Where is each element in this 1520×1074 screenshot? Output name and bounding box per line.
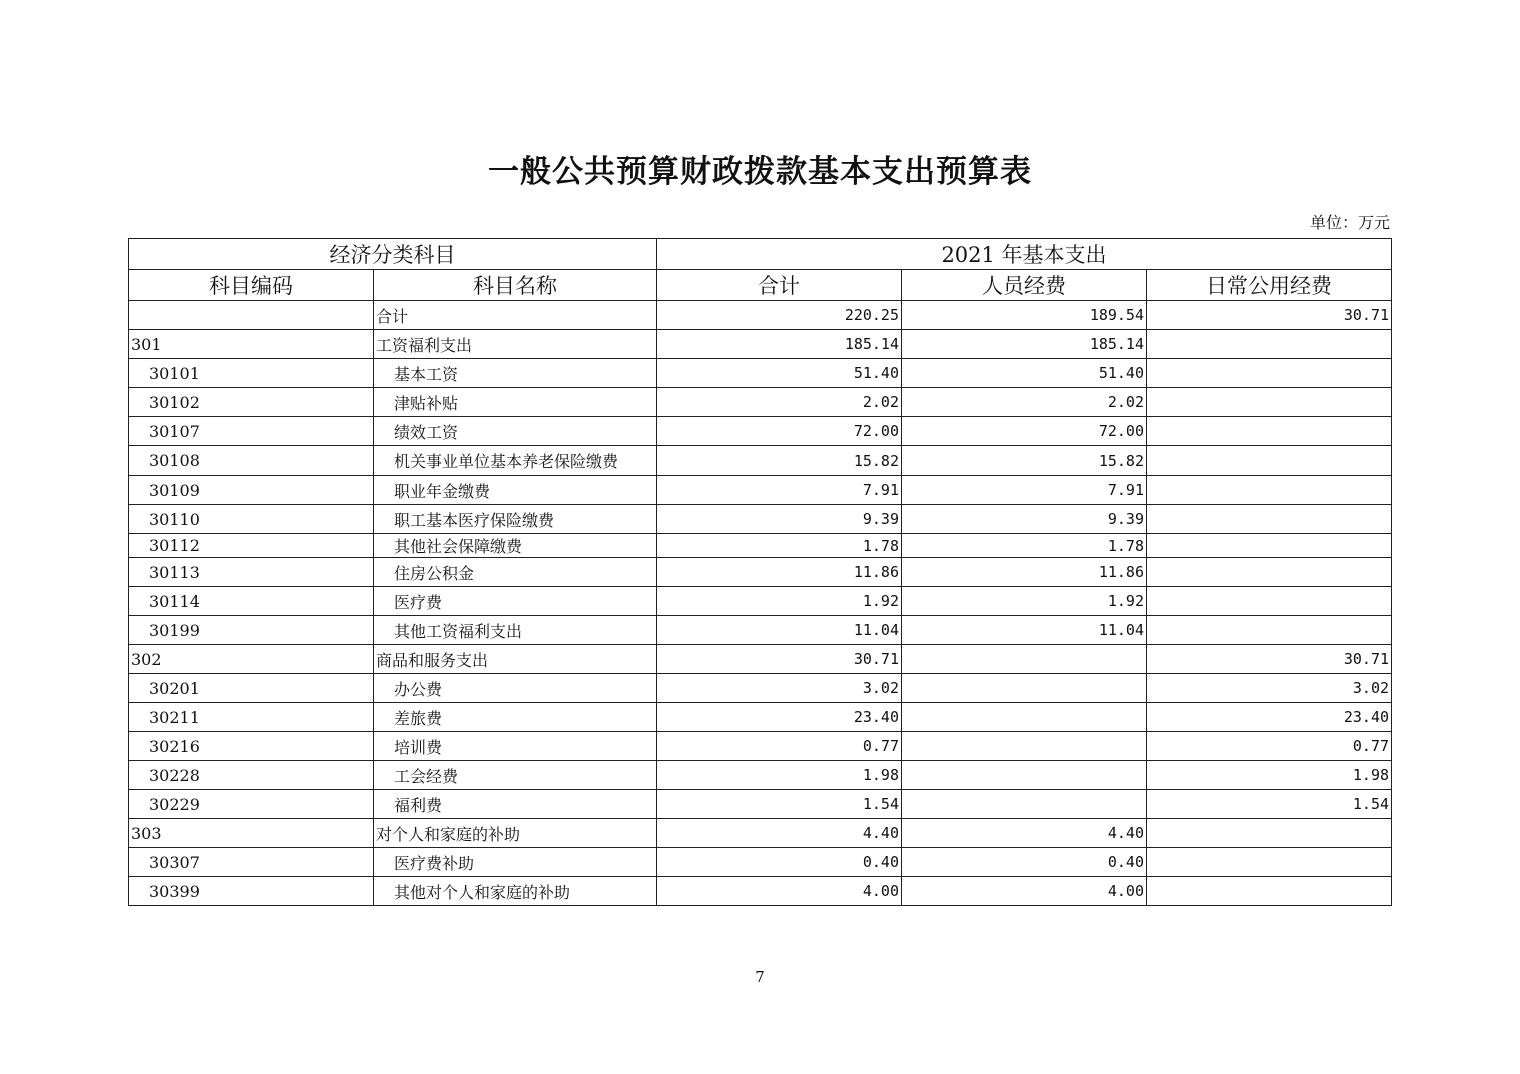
- cell-total: 9.39: [657, 505, 902, 534]
- table-row: [129, 476, 1392, 505]
- cell-public: [1147, 558, 1392, 587]
- cell-personnel: 11.86: [902, 558, 1147, 587]
- cell-code: 30110: [129, 505, 374, 534]
- cell-name: 医疗费补助: [374, 848, 657, 877]
- table-row: [129, 848, 1392, 877]
- cell-personnel: [902, 645, 1147, 674]
- cell-name: 其他对个人和家庭的补助: [374, 877, 657, 906]
- cell-code: 30101: [129, 359, 374, 388]
- cell-name: 医疗费: [374, 587, 657, 616]
- cell-personnel: [902, 790, 1147, 819]
- cell-personnel: 72.00: [902, 417, 1147, 446]
- cell-code: 30199: [129, 616, 374, 645]
- table-row: [129, 790, 1392, 819]
- cell-code: 30307: [129, 848, 374, 877]
- cell-name: 差旅费: [374, 703, 657, 732]
- cell-personnel: 7.91: [902, 476, 1147, 505]
- table-row: [129, 674, 1392, 703]
- cell-public: [1147, 388, 1392, 417]
- cell-total: 1.98: [657, 761, 902, 790]
- cell-code: 30399: [129, 877, 374, 906]
- table-row: [129, 761, 1392, 790]
- cell-public: 23.40: [1147, 703, 1392, 732]
- unit-label: 单位：万元: [1309, 213, 1390, 232]
- table-row: [129, 877, 1392, 906]
- cell-personnel: [902, 732, 1147, 761]
- budget-table: [128, 238, 1392, 906]
- table-row: [129, 587, 1392, 616]
- cell-personnel: 4.00: [902, 877, 1147, 906]
- table-row: [129, 505, 1392, 534]
- cell-name: 其他社会保障缴费: [374, 534, 657, 558]
- cell-name: 福利费: [374, 790, 657, 819]
- cell-name: 绩效工资: [374, 417, 657, 446]
- cell-total: 4.00: [657, 877, 902, 906]
- cell-total: 0.77: [657, 732, 902, 761]
- cell-code: 30107: [129, 417, 374, 446]
- table-row: [129, 330, 1392, 359]
- cell-public: [1147, 505, 1392, 534]
- cell-total: 7.91: [657, 476, 902, 505]
- cell-public: 1.98: [1147, 761, 1392, 790]
- table-row: [129, 616, 1392, 645]
- cell-name: 工会经费: [374, 761, 657, 790]
- cell-code: 30113: [129, 558, 374, 587]
- table-row: [129, 703, 1392, 732]
- cell-total: 30.71: [657, 645, 902, 674]
- cell-public: [1147, 330, 1392, 359]
- cell-personnel: 185.14: [902, 330, 1147, 359]
- cell-public: [1147, 587, 1392, 616]
- table-row: [129, 388, 1392, 417]
- cell-personnel: 15.82: [902, 446, 1147, 476]
- cell-public: 3.02: [1147, 674, 1392, 703]
- cell-personnel: [902, 761, 1147, 790]
- cell-code: 30229: [129, 790, 374, 819]
- cell-total: 51.40: [657, 359, 902, 388]
- cell-name: 津贴补贴: [374, 388, 657, 417]
- cell-public: 0.77: [1147, 732, 1392, 761]
- cell-personnel: 1.78: [902, 534, 1147, 558]
- table-row: [129, 645, 1392, 674]
- cell-code: 30109: [129, 476, 374, 505]
- table-row: [129, 732, 1392, 761]
- cell-public: [1147, 476, 1392, 505]
- cell-total: 1.92: [657, 587, 902, 616]
- cell-code: 30228: [129, 761, 374, 790]
- col-header-name: 科目名称: [374, 270, 657, 301]
- cell-name: 其他工资福利支出: [374, 616, 657, 645]
- cell-name: 住房公积金: [374, 558, 657, 587]
- header-group-row: [129, 239, 1392, 270]
- cell-public: 1.54: [1147, 790, 1392, 819]
- table-body: [129, 301, 1392, 906]
- cell-code: 30102: [129, 388, 374, 417]
- table-row: [129, 819, 1392, 848]
- cell-name: 基本工资: [374, 359, 657, 388]
- cell-total: 2.02: [657, 388, 902, 417]
- table-row: [129, 417, 1392, 446]
- table-row: [129, 534, 1392, 558]
- cell-code: [129, 301, 374, 330]
- cell-name: 合计: [374, 301, 657, 330]
- cell-public: [1147, 819, 1392, 848]
- cell-name: 办公费: [374, 674, 657, 703]
- cell-total: 23.40: [657, 703, 902, 732]
- cell-name: 对个人和家庭的补助: [374, 819, 657, 848]
- cell-personnel: 11.04: [902, 616, 1147, 645]
- cell-personnel: 1.92: [902, 587, 1147, 616]
- table-row: [129, 446, 1392, 476]
- cell-code: 30201: [129, 674, 374, 703]
- cell-total: 4.40: [657, 819, 902, 848]
- cell-name: 职工基本医疗保险缴费: [374, 505, 657, 534]
- cell-code: 30216: [129, 732, 374, 761]
- table-row: [129, 558, 1392, 587]
- cell-public: [1147, 534, 1392, 558]
- cell-personnel: [902, 674, 1147, 703]
- page-title: 一般公共预算财政拨款基本支出预算表: [488, 154, 1032, 190]
- page-number: 7: [755, 968, 765, 986]
- cell-code: 30108: [129, 446, 374, 476]
- cell-public: [1147, 616, 1392, 645]
- table-row: [129, 359, 1392, 388]
- cell-public: [1147, 848, 1392, 877]
- cell-personnel: 4.40: [902, 819, 1147, 848]
- cell-total: 3.02: [657, 674, 902, 703]
- col-header-personnel: 人员经费: [902, 270, 1147, 301]
- cell-total: 11.86: [657, 558, 902, 587]
- cell-code: 303: [129, 819, 374, 848]
- cell-public: [1147, 446, 1392, 476]
- header-group-right: 2021 年基本支出: [657, 239, 1392, 270]
- header-column-row: [129, 270, 1392, 301]
- col-header-public: 日常公用经费: [1147, 270, 1392, 301]
- cell-public: [1147, 417, 1392, 446]
- col-header-total: 合计: [657, 270, 902, 301]
- cell-public: [1147, 877, 1392, 906]
- cell-code: 30211: [129, 703, 374, 732]
- cell-public: 30.71: [1147, 301, 1392, 330]
- cell-public: [1147, 359, 1392, 388]
- cell-name: 培训费: [374, 732, 657, 761]
- cell-name: 工资福利支出: [374, 330, 657, 359]
- col-header-code: 科目编码: [129, 270, 374, 301]
- cell-code: 30114: [129, 587, 374, 616]
- header-group-left: 经济分类科目: [129, 239, 657, 270]
- table-row: [129, 301, 1392, 330]
- cell-total: 15.82: [657, 446, 902, 476]
- cell-personnel: 189.54: [902, 301, 1147, 330]
- cell-personnel: 9.39: [902, 505, 1147, 534]
- cell-personnel: 2.02: [902, 388, 1147, 417]
- cell-code: 302: [129, 645, 374, 674]
- cell-total: 185.14: [657, 330, 902, 359]
- cell-total: 1.78: [657, 534, 902, 558]
- cell-personnel: [902, 703, 1147, 732]
- cell-code: 30112: [129, 534, 374, 558]
- cell-name: 商品和服务支出: [374, 645, 657, 674]
- cell-total: 1.54: [657, 790, 902, 819]
- cell-personnel: 51.40: [902, 359, 1147, 388]
- cell-public: 30.71: [1147, 645, 1392, 674]
- cell-total: 0.40: [657, 848, 902, 877]
- cell-total: 72.00: [657, 417, 902, 446]
- cell-total: 11.04: [657, 616, 902, 645]
- cell-code: 301: [129, 330, 374, 359]
- cell-name: 职业年金缴费: [374, 476, 657, 505]
- cell-name: 机关事业单位基本养老保险缴费: [374, 446, 657, 476]
- cell-total: 220.25: [657, 301, 902, 330]
- cell-personnel: 0.40: [902, 848, 1147, 877]
